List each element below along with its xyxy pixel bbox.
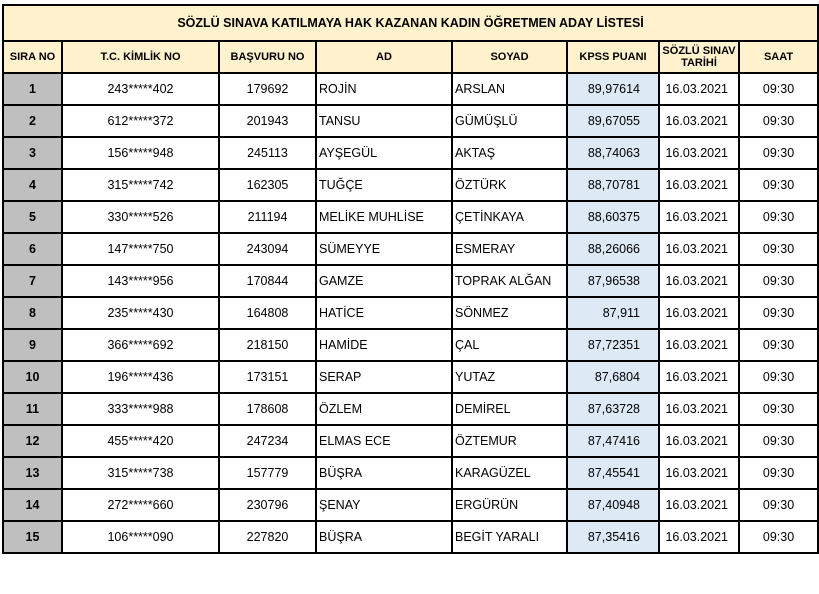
- cell-ad: BÜŞRA: [316, 457, 452, 489]
- cell-sinav-tarihi: 16.03.2021: [659, 265, 739, 297]
- cell-tc-kimlik-no: 333*****988: [62, 393, 219, 425]
- cell-saat: 09:30: [739, 425, 818, 457]
- cell-kpss-puani: 87,45541: [567, 457, 659, 489]
- cell-soyad: TOPRAK ALĞAN: [452, 265, 567, 297]
- cell-sinav-tarihi: 16.03.2021: [659, 425, 739, 457]
- cell-tc-kimlik-no: 196*****436: [62, 361, 219, 393]
- table-row: [3, 265, 818, 297]
- cell-tc-kimlik-no: 147*****750: [62, 233, 219, 265]
- cell-basvuru-no: 179692: [219, 73, 316, 105]
- cell-sira-no: 14: [3, 489, 62, 521]
- cell-kpss-puani: 89,67055: [567, 105, 659, 137]
- cell-soyad: ÖZTEMUR: [452, 425, 567, 457]
- cell-ad: TANSU: [316, 105, 452, 137]
- table-row: [3, 169, 818, 201]
- cell-soyad: BEGİT YARALI: [452, 521, 567, 553]
- cell-saat: 09:30: [739, 233, 818, 265]
- header-kpss-puani: KPSS PUANI: [567, 41, 659, 73]
- table-row: [3, 233, 818, 265]
- cell-soyad: SÖNMEZ: [452, 297, 567, 329]
- cell-sira-no: 7: [3, 265, 62, 297]
- header-tarih-line2: TARİHİ: [681, 57, 717, 69]
- table-row: [3, 329, 818, 361]
- cell-tc-kimlik-no: 156*****948: [62, 137, 219, 169]
- cell-basvuru-no: 201943: [219, 105, 316, 137]
- cell-saat: 09:30: [739, 489, 818, 521]
- cell-kpss-puani: 88,60375: [567, 201, 659, 233]
- cell-kpss-puani: 88,70781: [567, 169, 659, 201]
- cell-soyad: KARAGÜZEL: [452, 457, 567, 489]
- table-row: [3, 201, 818, 233]
- table-title: SÖZLÜ SINAVA KATILMAYA HAK KAZANAN KADIN ÖĞRETMEN ADAY LİSTESİ: [3, 5, 818, 41]
- cell-saat: 09:30: [739, 361, 818, 393]
- cell-saat: 09:30: [739, 73, 818, 105]
- cell-ad: BÜŞRA: [316, 521, 452, 553]
- cell-sinav-tarihi: 16.03.2021: [659, 169, 739, 201]
- cell-soyad: ESMERAY: [452, 233, 567, 265]
- cell-soyad: GÜMÜŞLÜ: [452, 105, 567, 137]
- header-basvuru-no: BAŞVURU NO: [219, 41, 316, 73]
- cell-ad: SERAP: [316, 361, 452, 393]
- cell-sinav-tarihi: 16.03.2021: [659, 361, 739, 393]
- cell-saat: 09:30: [739, 137, 818, 169]
- cell-sira-no: 6: [3, 233, 62, 265]
- table-row: [3, 489, 818, 521]
- cell-ad: HAMİDE: [316, 329, 452, 361]
- cell-ad: ÖZLEM: [316, 393, 452, 425]
- header-tc-kimlik-no: T.C. KİMLİK NO: [62, 41, 219, 73]
- cell-ad: ROJİN: [316, 73, 452, 105]
- cell-ad: ŞENAY: [316, 489, 452, 521]
- table-row: [3, 393, 818, 425]
- cell-basvuru-no: 247234: [219, 425, 316, 457]
- cell-soyad: ARSLAN: [452, 73, 567, 105]
- cell-saat: 09:30: [739, 393, 818, 425]
- cell-tc-kimlik-no: 272*****660: [62, 489, 219, 521]
- cell-saat: 09:30: [739, 105, 818, 137]
- cell-sira-no: 15: [3, 521, 62, 553]
- table-row: [3, 425, 818, 457]
- cell-basvuru-no: 164808: [219, 297, 316, 329]
- cell-sira-no: 10: [3, 361, 62, 393]
- header-sira-no: SIRA NO: [3, 41, 62, 73]
- cell-sinav-tarihi: 16.03.2021: [659, 489, 739, 521]
- cell-kpss-puani: 87,63728: [567, 393, 659, 425]
- cell-kpss-puani: 88,74063: [567, 137, 659, 169]
- cell-saat: 09:30: [739, 521, 818, 553]
- cell-kpss-puani: 87,911: [567, 297, 659, 329]
- cell-saat: 09:30: [739, 457, 818, 489]
- header-saat: SAAT: [739, 41, 818, 73]
- cell-sinav-tarihi: 16.03.2021: [659, 137, 739, 169]
- cell-saat: 09:30: [739, 265, 818, 297]
- cell-ad: AYŞEGÜL: [316, 137, 452, 169]
- header-tarih-line1: SÖZLÜ SINAV: [662, 45, 736, 57]
- table-row: [3, 105, 818, 137]
- cell-tc-kimlik-no: 143*****956: [62, 265, 219, 297]
- table-row: [3, 457, 818, 489]
- cell-kpss-puani: 88,26066: [567, 233, 659, 265]
- cell-soyad: ÇETİNKAYA: [452, 201, 567, 233]
- cell-kpss-puani: 87,40948: [567, 489, 659, 521]
- cell-basvuru-no: 211194: [219, 201, 316, 233]
- cell-kpss-puani: 87,72351: [567, 329, 659, 361]
- header-sozlu-sinav-tarihi: [659, 41, 739, 73]
- cell-basvuru-no: 243094: [219, 233, 316, 265]
- table-row: [3, 361, 818, 393]
- cell-tc-kimlik-no: 106*****090: [62, 521, 219, 553]
- cell-sinav-tarihi: 16.03.2021: [659, 233, 739, 265]
- cell-kpss-puani: 87,96538: [567, 265, 659, 297]
- cell-saat: 09:30: [739, 329, 818, 361]
- cell-basvuru-no: 162305: [219, 169, 316, 201]
- table-row: [3, 297, 818, 329]
- cell-sira-no: 1: [3, 73, 62, 105]
- cell-saat: 09:30: [739, 297, 818, 329]
- cell-soyad: YUTAZ: [452, 361, 567, 393]
- cell-sira-no: 4: [3, 169, 62, 201]
- cell-soyad: ÖZTÜRK: [452, 169, 567, 201]
- cell-sira-no: 11: [3, 393, 62, 425]
- cell-sinav-tarihi: 16.03.2021: [659, 73, 739, 105]
- cell-sinav-tarihi: 16.03.2021: [659, 329, 739, 361]
- cell-sinav-tarihi: 16.03.2021: [659, 105, 739, 137]
- cell-ad: ELMAS ECE: [316, 425, 452, 457]
- cell-ad: MELİKE MUHLİSE: [316, 201, 452, 233]
- header-ad: AD: [316, 41, 452, 73]
- cell-sinav-tarihi: 16.03.2021: [659, 521, 739, 553]
- cell-basvuru-no: 218150: [219, 329, 316, 361]
- cell-basvuru-no: 170844: [219, 265, 316, 297]
- header-soyad: SOYAD: [452, 41, 567, 73]
- cell-tc-kimlik-no: 455*****420: [62, 425, 219, 457]
- cell-ad: SÜMEYYE: [316, 233, 452, 265]
- cell-saat: 09:30: [739, 201, 818, 233]
- cell-kpss-puani: 89,97614: [567, 73, 659, 105]
- table-row: [3, 137, 818, 169]
- cell-sira-no: 2: [3, 105, 62, 137]
- cell-tc-kimlik-no: 330*****526: [62, 201, 219, 233]
- cell-ad: HATİCE: [316, 297, 452, 329]
- cell-soyad: ÇAL: [452, 329, 567, 361]
- cell-tc-kimlik-no: 243*****402: [62, 73, 219, 105]
- cell-tc-kimlik-no: 235*****430: [62, 297, 219, 329]
- cell-kpss-puani: 87,6804: [567, 361, 659, 393]
- cell-sira-no: 12: [3, 425, 62, 457]
- cell-basvuru-no: 157779: [219, 457, 316, 489]
- cell-sira-no: 8: [3, 297, 62, 329]
- cell-sinav-tarihi: 16.03.2021: [659, 201, 739, 233]
- cell-ad: GAMZE: [316, 265, 452, 297]
- cell-sira-no: 9: [3, 329, 62, 361]
- cell-basvuru-no: 173151: [219, 361, 316, 393]
- table-row: [3, 73, 818, 105]
- cell-basvuru-no: 227820: [219, 521, 316, 553]
- cell-kpss-puani: 87,35416: [567, 521, 659, 553]
- table-row: [3, 521, 818, 553]
- candidate-list-table: [2, 4, 819, 554]
- cell-sinav-tarihi: 16.03.2021: [659, 297, 739, 329]
- cell-sinav-tarihi: 16.03.2021: [659, 393, 739, 425]
- cell-tc-kimlik-no: 366*****692: [62, 329, 219, 361]
- cell-basvuru-no: 178608: [219, 393, 316, 425]
- cell-sira-no: 3: [3, 137, 62, 169]
- cell-tc-kimlik-no: 612*****372: [62, 105, 219, 137]
- cell-tc-kimlik-no: 315*****742: [62, 169, 219, 201]
- cell-soyad: DEMİREL: [452, 393, 567, 425]
- cell-soyad: AKTAŞ: [452, 137, 567, 169]
- cell-basvuru-no: 245113: [219, 137, 316, 169]
- cell-basvuru-no: 230796: [219, 489, 316, 521]
- cell-soyad: ERGÜRÜN: [452, 489, 567, 521]
- cell-sira-no: 5: [3, 201, 62, 233]
- cell-saat: 09:30: [739, 169, 818, 201]
- cell-ad: TUĞÇE: [316, 169, 452, 201]
- cell-kpss-puani: 87,47416: [567, 425, 659, 457]
- cell-sinav-tarihi: 16.03.2021: [659, 457, 739, 489]
- cell-tc-kimlik-no: 315*****738: [62, 457, 219, 489]
- cell-sira-no: 13: [3, 457, 62, 489]
